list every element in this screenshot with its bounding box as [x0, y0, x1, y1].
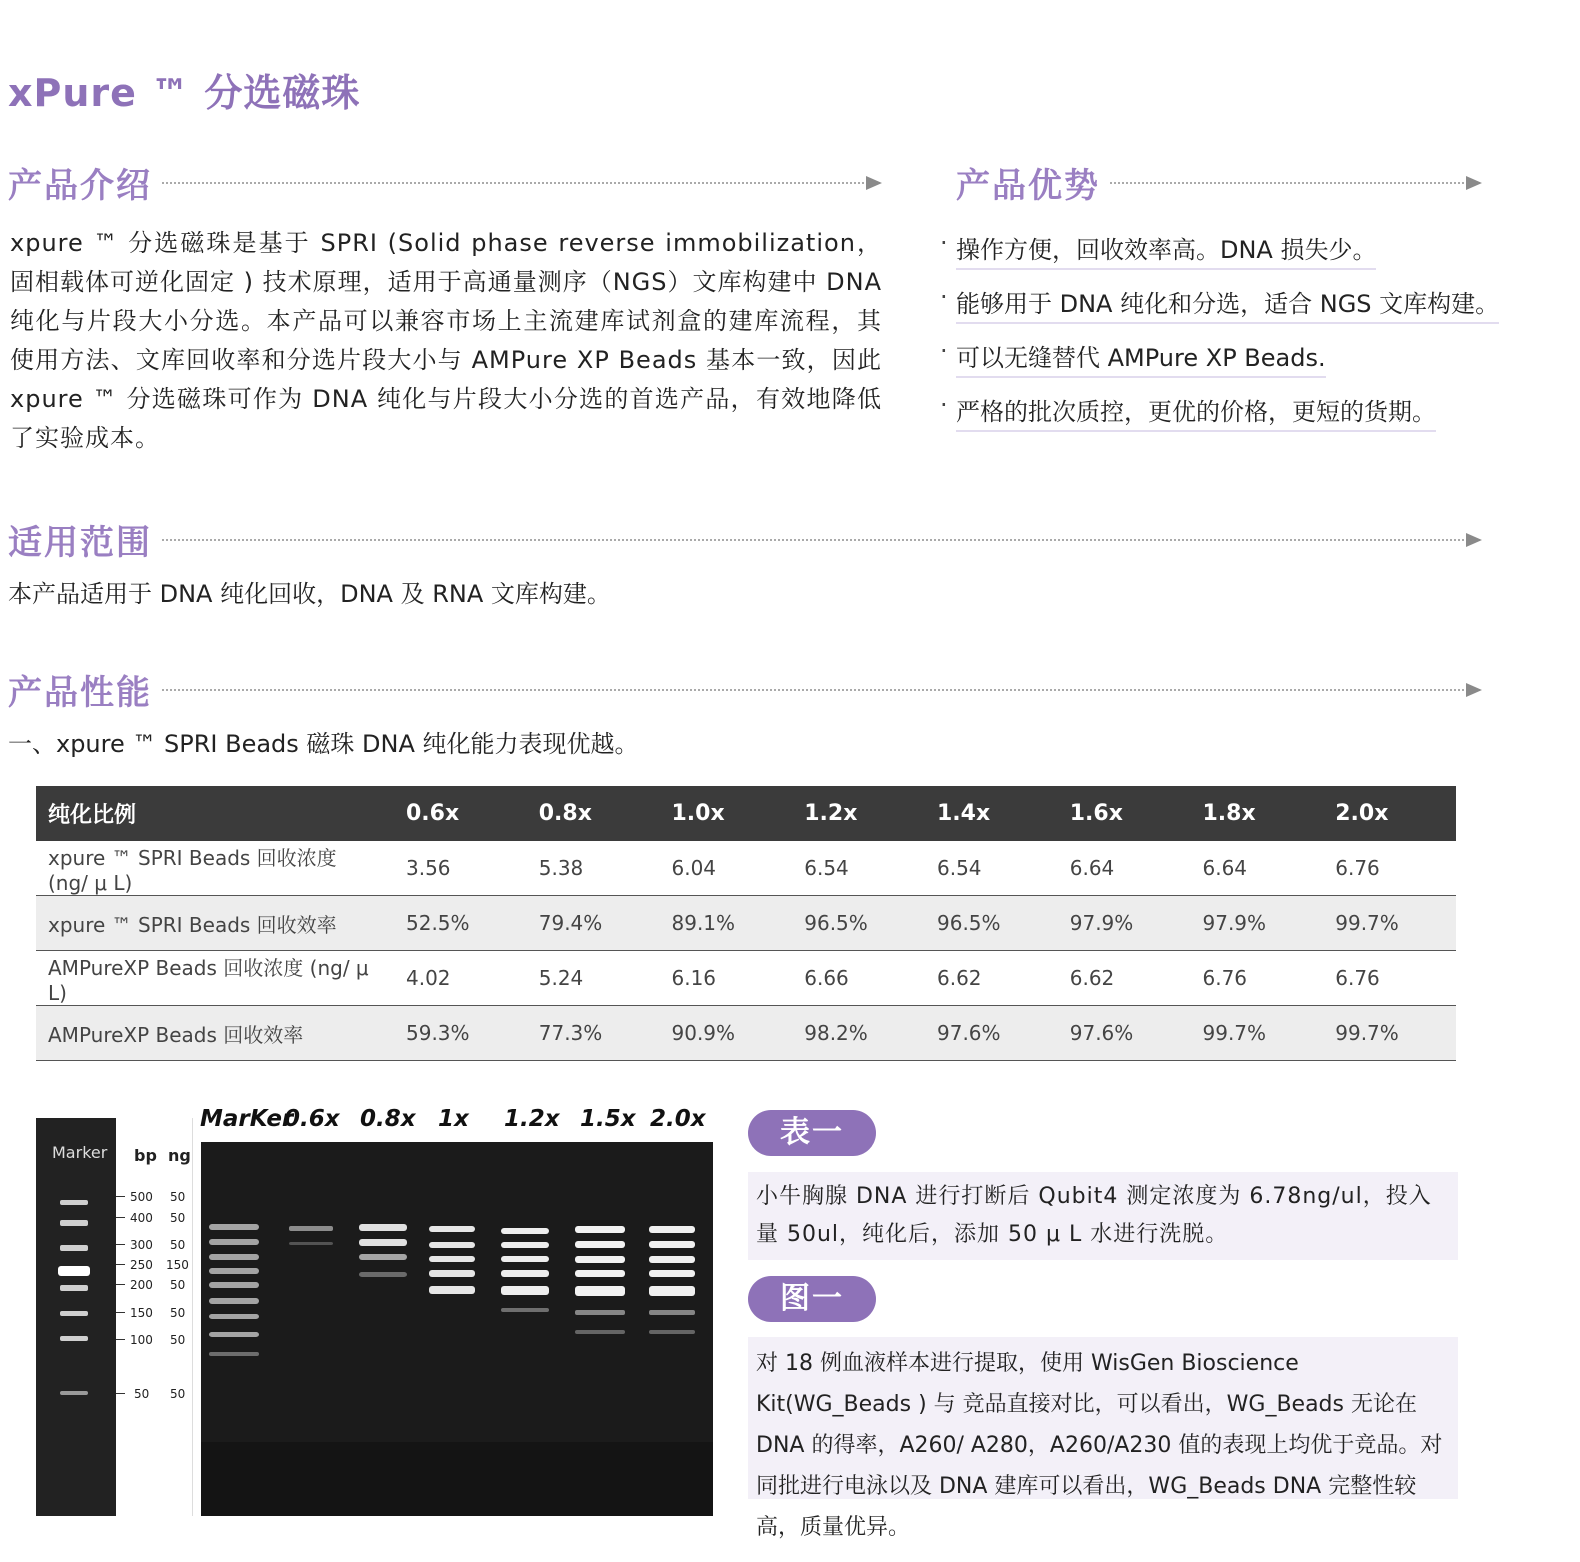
- ng-label: ng: [168, 1146, 191, 1165]
- table-cell: AMPureXP Beads 回收浓度 (ng/ μ L): [36, 951, 394, 1006]
- intro-heading: 产品介绍: [8, 166, 152, 206]
- table-one-tag: 表一: [748, 1110, 876, 1156]
- section-heading-performance: [8, 665, 1480, 714]
- scope-text: 本产品适用于 DNA 纯化回收，DNA 及 RNA 文库构建。: [8, 580, 611, 608]
- table-header-cell: 2.0x: [1323, 786, 1456, 841]
- lane-label: 1.5x: [580, 1106, 636, 1132]
- table-cell: 97.6%: [925, 1006, 1058, 1061]
- advantage-item: · 能够用于 DNA 纯化和分选，适合 NGS 文库构建。: [940, 284, 1500, 324]
- table-one-note: 小牛胸腺 DNA 进行打断后 Qubit4 测定浓度为 6.78ng/ul，投入量 50ul，纯化后，添加 50 μ L 水进行洗脱。: [748, 1172, 1458, 1260]
- table-header-cell: 0.6x: [394, 786, 527, 841]
- table-cell: AMPureXP Beads 回收效率: [36, 1006, 394, 1061]
- table-cell: 97.9%: [1191, 896, 1324, 951]
- table-row: [36, 951, 1456, 1006]
- section-heading-scope: [8, 515, 1480, 564]
- advantages-heading: 产品优势: [956, 166, 1100, 206]
- figure-one-tag: 图一: [748, 1276, 876, 1322]
- arrow-rule-icon: [162, 689, 1480, 691]
- advantage-item: · 操作方便，回收效率高。DNA 损失少。: [940, 230, 1500, 270]
- table-cell: 6.66: [792, 951, 925, 1006]
- performance-heading: 产品性能: [8, 673, 152, 713]
- table-cell: 3.56: [394, 841, 527, 896]
- table-cell: 6.64: [1191, 841, 1324, 896]
- gel-lane-labels: [200, 1106, 720, 1132]
- table-header-cell: 纯化比例: [36, 786, 394, 841]
- table-cell: 79.4%: [527, 896, 660, 951]
- table-row: [36, 1006, 1456, 1061]
- lane-label: 1.2x: [504, 1106, 560, 1132]
- page-title: xPure ™ 分选磁珠: [8, 71, 361, 115]
- table-cell: 6.16: [660, 951, 793, 1006]
- table-cell: 6.62: [925, 951, 1058, 1006]
- arrow-rule-icon: [162, 182, 880, 184]
- table-cell: 97.9%: [1058, 896, 1191, 951]
- table-cell: 59.3%: [394, 1006, 527, 1061]
- lane-label: 2.0x: [650, 1106, 706, 1132]
- table-cell: 89.1%: [660, 896, 793, 951]
- table-cell: 5.24: [527, 951, 660, 1006]
- section-heading-advantages: [956, 158, 1480, 207]
- bp-label: bp: [134, 1146, 157, 1165]
- table-cell: 90.9%: [660, 1006, 793, 1061]
- advantage-item: · 可以无缝替代 AMPure XP Beads.: [940, 338, 1500, 378]
- table-cell: 6.54: [792, 841, 925, 896]
- table-cell: 96.5%: [792, 896, 925, 951]
- table-header-cell: 1.6x: [1058, 786, 1191, 841]
- arrow-rule-icon: [1110, 182, 1480, 184]
- scope-heading: 适用范围: [8, 523, 152, 563]
- section-heading-intro: [8, 158, 880, 207]
- table-header-cell: 1.2x: [792, 786, 925, 841]
- table-cell: 6.62: [1058, 951, 1191, 1006]
- performance-table: [36, 786, 1456, 1061]
- lane-label: MarKer: [200, 1106, 294, 1132]
- table-cell: xpure ™ SPRI Beads 回收效率: [36, 896, 394, 951]
- intro-text: xpure ™ 分选磁珠是基于 SPRI (Solid phase reverse immobilization，固相载体可逆化固定 ) 技术原理，适用于高通量测序（NGS）文库构建中 DNA 纯化与片段大小分选。本产品可以兼容市场上主流建库试剂盒的建库流程，其使用方法、文库回收率和分选片段大小与 AMPure XP Beads 基本一致，因此 xpure ™ 分选磁珠可作为 DNA 纯化与片段大小分选的首选产品，有效地降低了实验成本。: [10, 229, 882, 452]
- lane-label: 1x: [438, 1106, 469, 1132]
- table-cell: 96.5%: [925, 896, 1058, 951]
- table-header-row: [36, 786, 1456, 841]
- advantages-list: [940, 230, 1500, 446]
- table-cell: xpure ™ SPRI Beads 回收浓度 (ng/ μ L): [36, 841, 394, 896]
- table-header-cell: 1.4x: [925, 786, 1058, 841]
- table-cell: 6.04: [660, 841, 793, 896]
- table-header-cell: 1.8x: [1191, 786, 1324, 841]
- table-cell: 97.6%: [1058, 1006, 1191, 1061]
- table-cell: 4.02: [394, 951, 527, 1006]
- gel-bands-image: [201, 1142, 713, 1516]
- figure-one-note: 对 18 例血液样本进行提取，使用 WisGen Bioscience Kit(WG_Beads ) 与 竞品直接对比，可以看出，WG_Beads 无论在 DNA 的得率，A260/ A280，A260/A230 值的表现上均优于竞品。对同批进行电泳以及 DNA 建库可以看出，WG_Beads DNA 完整性较高，质量优异。: [748, 1337, 1458, 1499]
- marker-gel-image: [36, 1118, 116, 1516]
- table-header-cell: 1.0x: [660, 786, 793, 841]
- table-header-cell: 0.8x: [527, 786, 660, 841]
- table-cell: 5.38: [527, 841, 660, 896]
- marker-gel-strip: [36, 1118, 116, 1516]
- table-row: [36, 841, 1456, 896]
- lane-label: 0.6x: [284, 1106, 340, 1132]
- table-row: [36, 896, 1456, 951]
- marker-label: Marker: [52, 1143, 108, 1162]
- table-cell: 6.76: [1323, 841, 1456, 896]
- gel-image: [201, 1142, 713, 1516]
- table-cell: 6.76: [1323, 951, 1456, 1006]
- performance-subtitle: 一、xpure ™ SPRI Beads 磁珠 DNA 纯化能力表现优越。: [8, 730, 639, 758]
- table-cell: 6.64: [1058, 841, 1191, 896]
- arrow-rule-icon: [162, 539, 1480, 541]
- table-cell: 52.5%: [394, 896, 527, 951]
- lane-label: 0.8x: [360, 1106, 416, 1132]
- table-cell: 98.2%: [792, 1006, 925, 1061]
- table-cell: 99.7%: [1323, 896, 1456, 951]
- table-cell: 77.3%: [527, 1006, 660, 1061]
- table-cell: 6.54: [925, 841, 1058, 896]
- table-cell: 99.7%: [1191, 1006, 1324, 1061]
- advantage-item: · 严格的批次质控，更优的价格，更短的货期。: [940, 392, 1500, 432]
- table-cell: 6.76: [1191, 951, 1324, 1006]
- table-cell: 99.7%: [1323, 1006, 1456, 1061]
